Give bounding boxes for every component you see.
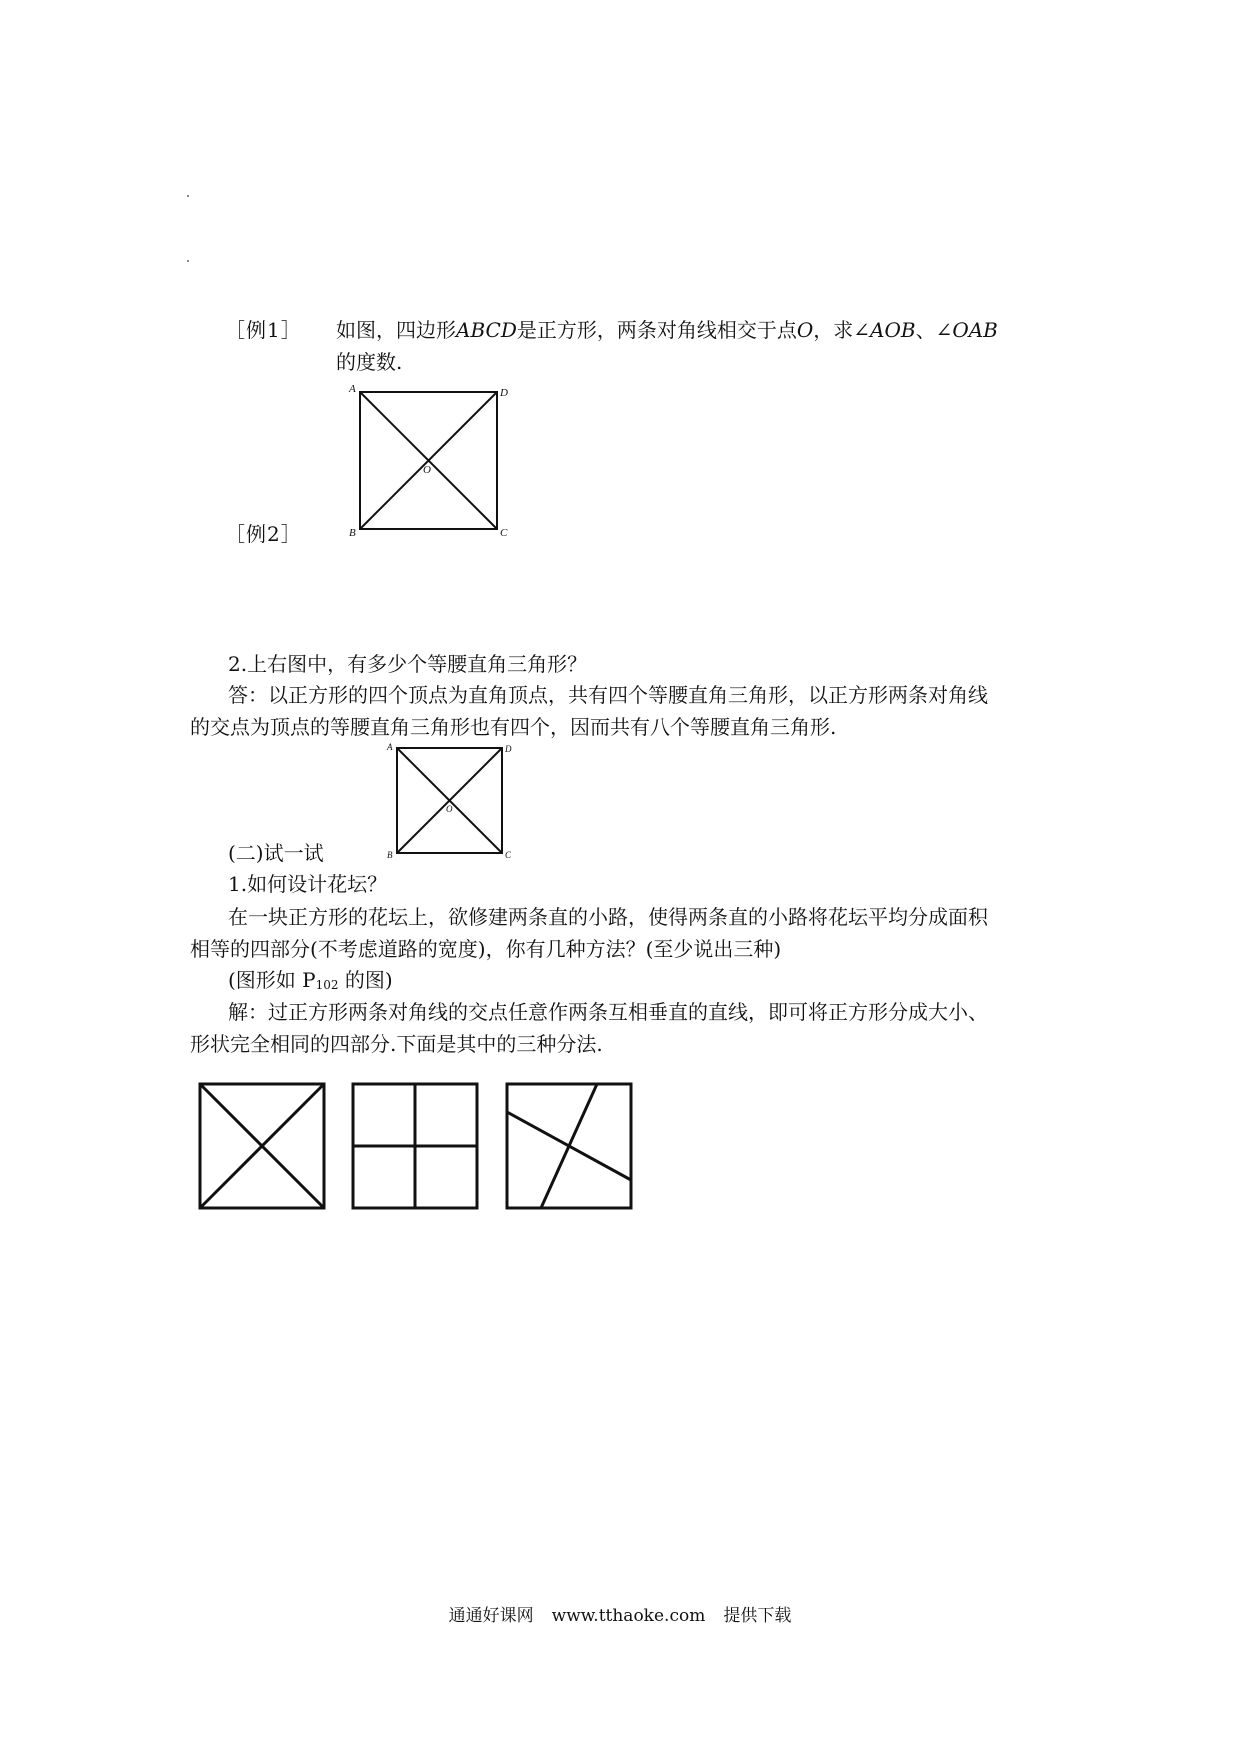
example1-question-line2: 的度数. <box>336 350 403 374</box>
figure-note-text: 的图) <box>338 968 393 992</box>
question2-answer-line1: 答：以正方形的四个顶点为直角顶点，共有四个等腰直角三角形，以正方形两条对角线 <box>228 683 988 707</box>
section2-heading: (二)试一试 <box>228 841 324 865</box>
question2-answer-line2: 的交点为顶点的等腰直角三角形也有四个，因而共有八个等腰直角三角形. <box>190 715 837 739</box>
point-label-b: B <box>387 850 393 860</box>
example1-question-line1 <box>336 316 998 344</box>
question2-title: 2.上右图中，有多少个等腰直角三角形？ <box>228 652 588 676</box>
example1-abcd: ABCD <box>456 318 517 342</box>
footer-suffix: 提供下载 <box>723 1606 792 1626</box>
section2-item1-title: 1.如何设计花坛？ <box>228 872 388 896</box>
example1-square-figure <box>340 378 520 538</box>
point-label-d: D <box>500 387 508 399</box>
point-label-o: O <box>423 464 431 476</box>
question2-square-figure <box>385 740 520 860</box>
example1-text: 、∠ <box>915 318 953 342</box>
example1-text: 是正方形，两条对角线相交于点 <box>516 318 797 342</box>
point-label-o: O <box>446 804 453 814</box>
section2-paragraph-line1: 在一块正方形的花坛上，欲修建两条直的小路，使得两条直的小路将花坛平均分成面积 <box>228 905 988 929</box>
section2-solution-line2: 形状完全相同的四部分.下面是其中的三种分法. <box>190 1032 603 1056</box>
division-figure-diagonals <box>198 1082 326 1210</box>
footer-site-name: 通通好课网 <box>448 1606 534 1626</box>
point-label-a: A <box>387 742 393 752</box>
example1-text: 如图，四边形 <box>336 318 456 342</box>
example1-text: ，求∠ <box>813 318 871 342</box>
point-label-d: D <box>505 744 512 754</box>
figure-note-page: 102 <box>315 978 339 992</box>
point-label-a: A <box>349 383 356 395</box>
division-figure-midlines <box>351 1082 479 1210</box>
example2-label: ［例2］ <box>225 522 302 546</box>
section2-solution-line1: 解：过正方形两条对角线的交点任意作两条互相垂直的直线，即可将正方形分成大小、 <box>228 1000 988 1024</box>
section2-figure-note <box>228 966 393 997</box>
figure-note-text: (图形如 P <box>228 968 316 992</box>
section2-paragraph-line2: 相等的四部分(不考虑道路的宽度)，你有几种方法？(至少说出三种) <box>190 937 782 961</box>
point-label-c: C <box>505 850 512 860</box>
division-figure-oblique <box>505 1082 633 1210</box>
example1-angle-oab: OAB <box>952 318 998 342</box>
scan-dot <box>187 260 189 262</box>
example1-label: ［例1］ <box>225 318 302 342</box>
point-label-c: C <box>500 527 508 538</box>
point-label-b: B <box>349 527 356 538</box>
scan-dot <box>187 195 189 197</box>
footer-url: www.tthaoke.com <box>551 1606 706 1626</box>
example1-point-o: O <box>796 318 814 342</box>
example1-angle-aob: AOB <box>870 318 916 342</box>
page-footer <box>0 1604 1240 1628</box>
